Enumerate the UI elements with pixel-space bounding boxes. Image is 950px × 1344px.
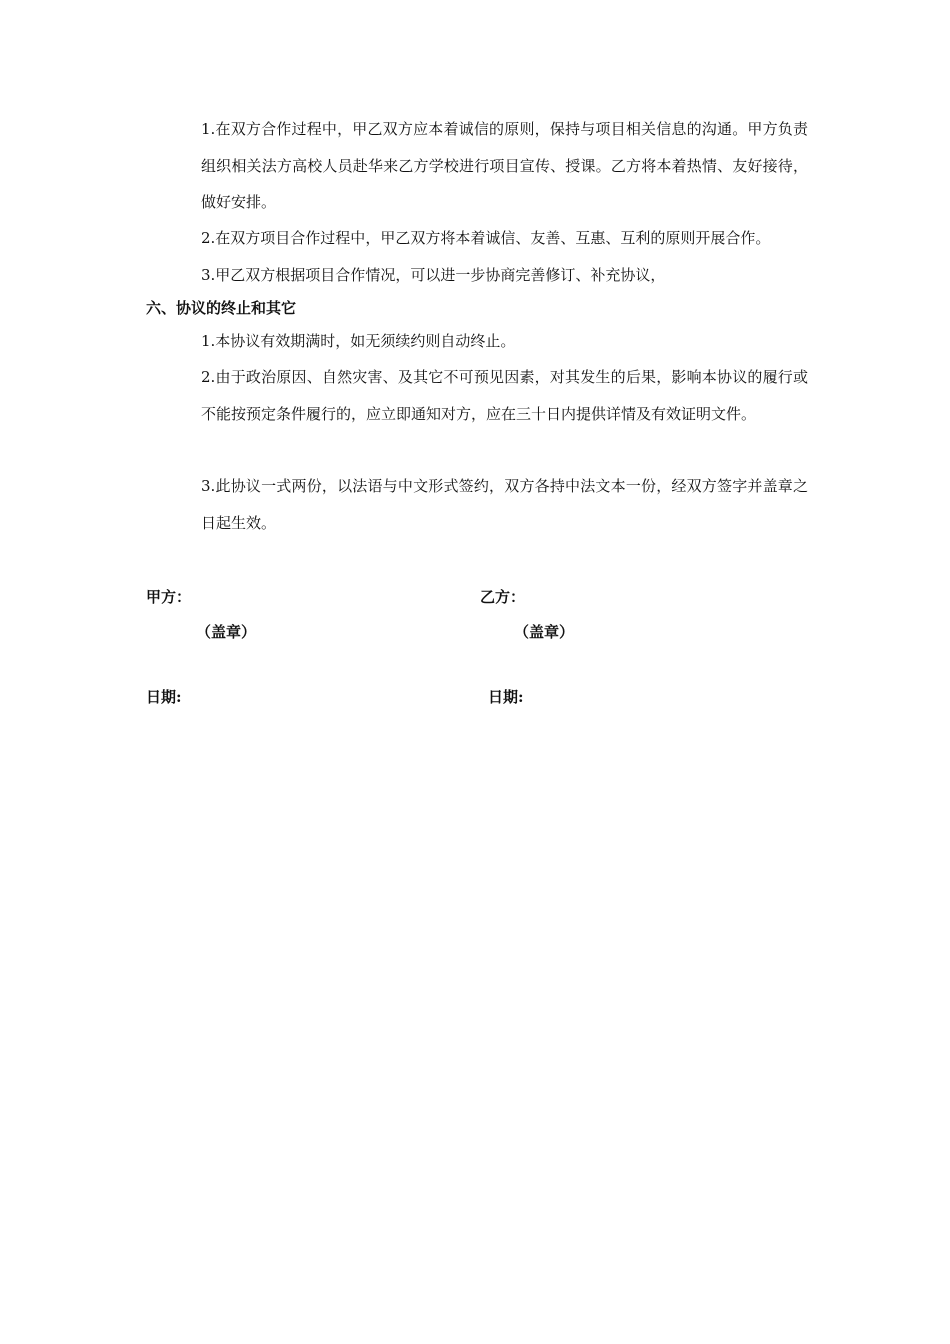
party-a-seal: （盖章） — [196, 623, 257, 641]
party-b-seal: （盖章） — [514, 623, 575, 641]
section5-item-3: 3.甲乙双方根据项目合作情况，可以进一步协商完善修订、补充协议， — [201, 266, 666, 284]
section6-item-3: 3.此协议一式两份，以法语与中文形式签约，双方各持中法文本一份，经双方签字并盖章之日起生效。 — [201, 477, 808, 532]
section5-item-1: 1.在双方合作过程中，甲乙双方应本着诚信的原则，保持与项目相关信息的沟通。甲方负责组织相关法方高校人员赴华来乙方学校进行项目宣传、授课。乙方将本着热情、友好接待，做好安排。 — [201, 120, 808, 211]
party-a-date-label: 日期: — [146, 688, 182, 706]
section6-heading: 六、协议的终止和其它 — [146, 299, 297, 317]
party-b-label: 乙方： — [480, 588, 526, 606]
section5-item-2: 2.在双方项目合作过程中，甲乙双方将本着诚信、友善、互惠、互利的原则开展合作。 — [201, 229, 771, 247]
section6-item-2: 2.由于政治原因、自然灾害、及其它不可预见因素，对其发生的后果，影响本协议的履行或不能按预定条件履行的，应立即通知对方，应在三十日内提供详情及有效证明文件。 — [201, 368, 808, 423]
section6-item-1: 1.本协议有效期满时，如无须续约则自动终止。 — [201, 332, 516, 350]
party-a-label: 甲方： — [146, 588, 192, 606]
party-b-date-label: 日期: — [488, 688, 524, 706]
